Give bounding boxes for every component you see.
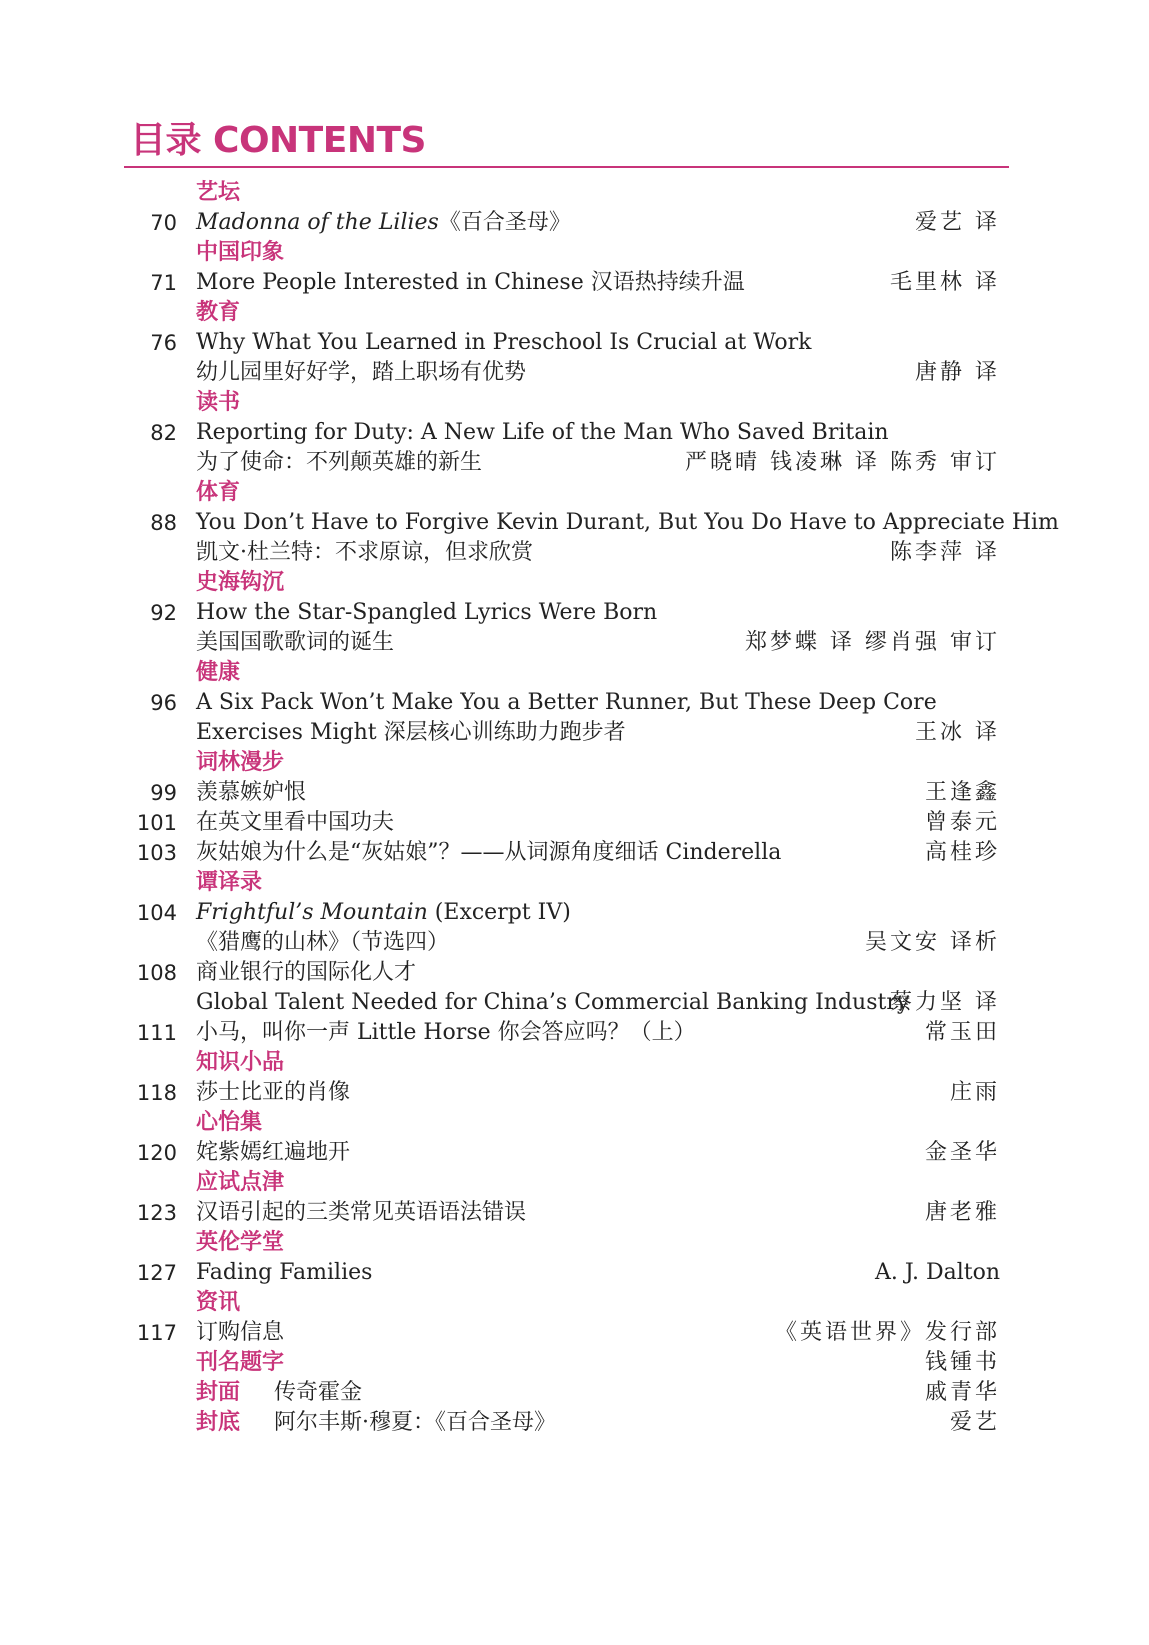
entry-title[interactable] [196, 1198, 526, 1228]
title-segment: Frightful’s Mountain [196, 900, 428, 925]
page-number[interactable]: 82 [150, 421, 177, 445]
page-number[interactable]: 76 [150, 331, 177, 355]
page-number[interactable]: 127 [136, 1261, 177, 1285]
entry-credit: 唐老雅 [924, 1200, 1000, 1225]
toc-entry-line [0, 508, 1149, 538]
entry-title[interactable] [196, 838, 781, 868]
entry-credit: 王逢鑫 [924, 780, 1000, 805]
misc-credit: 钱锺书 [924, 1350, 1000, 1375]
section-label: 资讯 [196, 1290, 241, 1315]
toc-entry-line [0, 1318, 1149, 1348]
toc-entry-line [0, 988, 1149, 1018]
section-label: 史海钩沉 [196, 570, 285, 595]
section-label: 词林漫步 [196, 750, 285, 775]
title-segment: 灰姑娘为什么是“灰姑娘”？——从词源角度细话 Cinderella [196, 840, 782, 865]
page-number[interactable]: 99 [150, 781, 177, 805]
section-label: 艺坛 [196, 180, 241, 205]
entry-credit: 王冰 译 [915, 720, 1000, 745]
entry-credit: 庄雨 [949, 1080, 1000, 1105]
entry-title[interactable] [196, 928, 449, 958]
entry-title[interactable] [196, 538, 533, 568]
toc-entry-line [0, 538, 1149, 568]
table-of-contents [0, 178, 1149, 1438]
entry-title[interactable] [196, 418, 889, 448]
entry-title[interactable] [196, 1258, 372, 1288]
misc-label: 封底 [196, 1410, 241, 1435]
section-label: 谭译录 [196, 870, 263, 895]
page-number[interactable]: 101 [136, 811, 177, 835]
title-segment: 莎士比亚的肖像 [196, 1080, 351, 1105]
title-segment: 凯文·杜兰特：不求原谅，但求欣赏 [196, 540, 533, 565]
entry-title[interactable] [196, 268, 745, 298]
toc-entry-line [0, 778, 1149, 808]
page-number[interactable]: 117 [136, 1321, 177, 1345]
title-segment: You Don’t Have to Forgive Kevin Durant, But You Do Have to Appreciate Him [196, 510, 1059, 535]
title-segment: 羡慕嫉妒恨 [196, 780, 307, 805]
page-number[interactable]: 123 [136, 1201, 177, 1225]
entry-title[interactable] [196, 208, 571, 238]
toc-entry-line [0, 928, 1149, 958]
toc-entry-line [0, 1078, 1149, 1108]
title-segment: 汉语引起的三类常见英语语法错误 [196, 1200, 527, 1225]
title-segment: (Excerpt IV) [427, 900, 571, 925]
title-segment: 《百合圣母》 [438, 210, 571, 235]
misc-entry [0, 1378, 1149, 1408]
entry-title[interactable] [196, 598, 657, 628]
entry-title[interactable] [196, 958, 416, 988]
title-segment: Madonna of the Lilies [196, 210, 439, 235]
title-segment: A Six Pack Won’t Make You a Better Runner, But These Deep Core [196, 690, 937, 715]
section-label: 英伦学堂 [196, 1230, 285, 1255]
misc-entry [0, 1348, 1149, 1378]
toc-entry-line [0, 448, 1149, 478]
entry-title[interactable] [196, 328, 811, 358]
section-label: 知识小品 [196, 1050, 285, 1075]
entry-title[interactable] [196, 358, 526, 388]
toc-entry-line [0, 838, 1149, 868]
header-divider [124, 166, 1009, 168]
page-number[interactable]: 71 [150, 271, 177, 295]
page-number[interactable]: 103 [136, 841, 177, 865]
entry-credit: 蔡力坚 译 [890, 990, 1000, 1015]
page-number[interactable]: 104 [136, 901, 177, 925]
title-segment: 为了使命：不列颠英雄的新生 [196, 450, 483, 475]
page-number[interactable]: 96 [150, 691, 177, 715]
entry-credit: 陈李萍 译 [890, 540, 1000, 565]
entry-title[interactable] [196, 1018, 696, 1048]
title-segment: Fading Families [196, 1260, 373, 1285]
title-segment: 在英文里看中国功夫 [196, 810, 395, 835]
page-number[interactable]: 120 [136, 1141, 177, 1165]
section-label: 教育 [196, 300, 241, 325]
entry-credit: 曾泰元 [924, 810, 1000, 835]
toc-entry-line [0, 1258, 1149, 1288]
title-segment: 幼儿园里好好学，踏上职场有优势 [196, 360, 527, 385]
title-segment: 订购信息 [196, 1320, 285, 1345]
entry-credit: 金圣华 [924, 1140, 1000, 1165]
toc-entry-line [0, 358, 1149, 388]
toc-entry-line [0, 1138, 1149, 1168]
entry-title[interactable] [196, 688, 937, 718]
title-segment: 《猎鹰的山林》（节选四） [196, 930, 450, 955]
misc-text: 传奇霍金 [274, 1380, 363, 1405]
entry-title[interactable] [196, 508, 1059, 538]
misc-label: 刊名题字 [196, 1350, 285, 1375]
toc-entry-line [0, 1018, 1149, 1048]
entry-credit: 郑梦蝶 译 缪肖强 审订 [745, 630, 1000, 655]
entry-title[interactable] [196, 628, 394, 658]
entry-credit: A. J. Dalton [874, 1260, 1000, 1285]
page-number[interactable]: 92 [150, 601, 177, 625]
toc-entry-line [0, 898, 1149, 928]
page-number[interactable]: 118 [136, 1081, 177, 1105]
toc-entry-line [0, 328, 1149, 358]
entry-title[interactable] [196, 1138, 350, 1168]
title-segment: How the Star-Spangled Lyrics Were Born [196, 600, 658, 625]
misc-credit: 戚青华 [924, 1380, 1000, 1405]
section-label: 心怡集 [196, 1110, 263, 1135]
entry-title[interactable] [196, 718, 626, 748]
section-label: 中国印象 [196, 240, 285, 265]
entry-credit: 毛里林 译 [890, 270, 1000, 295]
entry-title[interactable] [196, 808, 394, 838]
toc-entry-line [0, 1198, 1149, 1228]
toc-entry-line [0, 418, 1149, 448]
page-number[interactable]: 111 [136, 1021, 177, 1045]
entry-credit: 常玉田 [924, 1020, 1000, 1045]
section-label: 健康 [196, 660, 241, 685]
entry-title[interactable] [196, 988, 909, 1018]
entry-title[interactable] [196, 1318, 284, 1348]
title-segment: 姹紫嫣红遍地开 [196, 1140, 351, 1165]
page-number[interactable]: 108 [136, 961, 177, 985]
title-segment: More People Interested in Chinese 汉语热持续升温 [196, 270, 745, 295]
misc-text: 阿尔丰斯·穆夏：《百合圣母》 [274, 1410, 556, 1435]
toc-entry-line [0, 598, 1149, 628]
entry-title[interactable] [196, 1078, 350, 1108]
misc-entry [0, 1408, 1149, 1438]
title-segment: Reporting for Duty: A New Life of the Man Who Saved Britain [196, 420, 889, 445]
section-label: 应试点津 [196, 1170, 285, 1195]
entry-credit: 爱艺 译 [915, 210, 1000, 235]
section-label: 读书 [196, 390, 241, 415]
title-segment: Global Talent Needed for China’s Commercial Banking Industry [196, 990, 910, 1015]
entry-title[interactable] [196, 778, 306, 808]
toc-entry-line [0, 808, 1149, 838]
entry-credit: 高桂珍 [924, 840, 1000, 865]
entry-title[interactable] [196, 448, 482, 478]
toc-entry-line [0, 628, 1149, 658]
title-segment: 商业银行的国际化人才 [196, 960, 417, 985]
title-segment: Why What You Learned in Preschool Is Crucial at Work [196, 330, 812, 355]
toc-entry-line [0, 688, 1149, 718]
toc-entry-line [0, 208, 1149, 238]
misc-credit: 爱艺 [949, 1410, 1000, 1435]
page-title: 目录 CONTENTS [130, 120, 426, 161]
section-label: 体育 [196, 480, 241, 505]
title-segment: 小马，叫你一声 Little Horse 你会答应吗？（上） [196, 1020, 696, 1045]
entry-credit: 唐静 译 [915, 360, 1000, 385]
entry-credit: 严晓晴 钱凌琳 译 陈秀 审订 [685, 450, 1000, 475]
misc-label: 封面 [196, 1380, 241, 1405]
page-number[interactable]: 88 [150, 511, 177, 535]
page-number[interactable]: 70 [150, 211, 177, 235]
title-segment: 美国国歌歌词的诞生 [196, 630, 395, 655]
entry-title[interactable] [196, 898, 571, 928]
toc-entry-line [0, 268, 1149, 298]
toc-entry-line [0, 958, 1149, 988]
toc-entry-line [0, 718, 1149, 748]
entry-credit: 《英语世界》发行部 [774, 1320, 1000, 1345]
title-segment: Exercises Might 深层核心训练助力跑步者 [196, 720, 626, 745]
entry-credit: 吴文安 译析 [865, 930, 1000, 955]
